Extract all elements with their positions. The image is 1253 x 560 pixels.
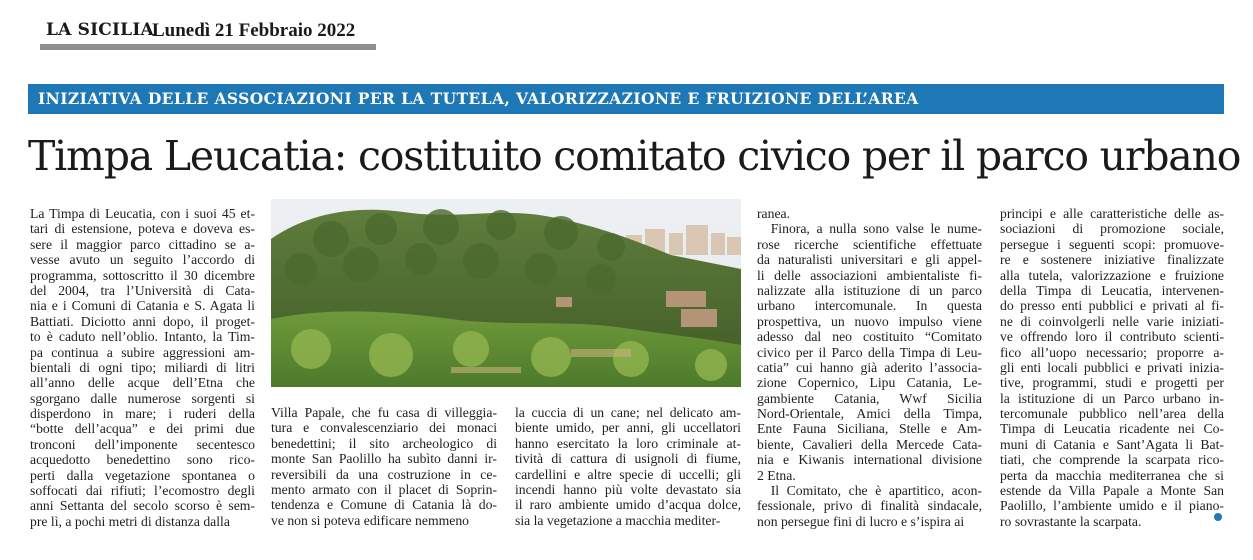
text-line: zione Copernico, Lipu Catania, Le-	[757, 375, 982, 391]
text-line: acquedotto benedettino sono rico-	[30, 452, 255, 468]
text-line: estende da Villa Papale a Monte San	[1000, 483, 1224, 499]
text-line: sia la vegetazione a macchia mediter-	[515, 512, 721, 528]
text-line: pre lì, a pochi metri di distanza dalla	[30, 513, 230, 529]
text-line: programma, sottoscritto il 30 dicembre	[30, 267, 255, 283]
masthead	[40, 18, 376, 48]
text-line: tronconi dell’imponente secentesco	[30, 436, 255, 452]
text-line: Battiati. Diciotto anni dopo, il proget-	[30, 313, 255, 329]
text-line: Finora, a nulla sono valse le nume-	[757, 221, 982, 237]
article-column-5	[1000, 206, 1224, 529]
text-line: soffocati dai rifiuti; l’ecomostro degli	[30, 483, 255, 499]
article-column-4	[757, 206, 982, 529]
text-line: nia e Kiwanis international divisione	[757, 452, 982, 468]
text-line: nalizzate alla istituzione di un parco	[757, 282, 982, 298]
text-line: biente, Cavalieri della Mercede Cata-	[757, 436, 982, 452]
text-line: cardellini e altre specie di uccelli; gli	[515, 466, 741, 482]
text-line: hanno esercitato la loro criminale at-	[515, 435, 741, 451]
text-line: reversibili da una costruzione in ce-	[271, 466, 497, 482]
article-headline: Timpa Leucatia: costituito comitato civico per il parco urbano	[28, 132, 1241, 180]
end-of-article-mark	[1214, 513, 1222, 521]
text-line: incendi hanno più volte devastato sia	[515, 481, 741, 497]
text-line: rose ricerche scientifiche effettuate	[757, 236, 982, 252]
text-line: tiati, che comprende la scarpata rico-	[1000, 452, 1224, 468]
text-line: biente umido, per anni, gli uccellatori	[515, 420, 741, 436]
text-line: civico per il Parco della Timpa di Leu-	[757, 344, 982, 360]
text-line: non persegue fini di lucro e s’ispira ai	[757, 513, 965, 529]
text-line: da naturalisti universitari e gli appel-	[757, 252, 982, 268]
text-line: tive, programmi, studi e progetti per	[1000, 375, 1224, 391]
text-line: vesse avuto un seguito l’accordo di	[30, 252, 255, 268]
text-line: nia e i Comuni di Catania e S. Agata li	[30, 298, 255, 314]
text-line: mento armato con il placet di Soprin-	[271, 481, 497, 497]
text-line: pa continua a subire aggressioni am-	[30, 344, 255, 360]
text-line: la istituzione di un Parco urbano in-	[1000, 390, 1224, 406]
text-line: anni Settanta del secolo scorso è sem-	[30, 498, 255, 514]
newspaper-name: LA SICILIA	[46, 20, 154, 40]
text-line: gli enti locali pubblici e privati inizia-	[1000, 359, 1224, 375]
text-line: persegue i seguenti scopi: promuove-	[1000, 236, 1224, 252]
text-line: La Timpa di Leucatia, con i suoi 45 et-	[30, 206, 255, 221]
text-line: Nord-Orientale, Amici della Timpa,	[757, 406, 982, 422]
article-column-3	[515, 405, 741, 528]
text-line: sociazioni di promozione sociale,	[1000, 221, 1224, 237]
text-line: tari di estensione, poteva e doveva es-	[30, 221, 255, 237]
text-line: il raro ambiente umido d’acqua dolce,	[515, 497, 741, 513]
text-line: adesso dal neo costituito “Comitato	[757, 329, 982, 345]
text-line: catia” cui hanno già aderito l’associa-	[757, 359, 982, 375]
text-line: re e sostenere iniziative finalizzate	[1000, 252, 1224, 268]
text-line: Ente Fauna Siciliana, Stelle e Am-	[757, 421, 982, 437]
text-line: all’anno delle acque dell’Etna che	[30, 375, 255, 391]
text-line: muni di Catania e Sant’Agata li Bat-	[1000, 436, 1224, 452]
text-line: ve offrendo loro il contributo scienti-	[1000, 329, 1224, 345]
text-line: “botte dell’acqua” e dei primi due	[30, 421, 255, 437]
text-line: benedettini; il sito archeologico di	[271, 435, 497, 451]
text-line: fico all’uopo necessario; proporre a-	[1000, 344, 1224, 360]
text-line: ne di coinvolgerli nelle varie iniziati-	[1000, 313, 1224, 329]
text-line: fessionale, privo di finalità sindacale,	[757, 498, 982, 514]
text-line: tura e convalescenziario dei monaci	[271, 420, 497, 436]
text-line: la cuccia di un cane; nel delicato am-	[515, 405, 741, 420]
text-line: tività di cattura di usignoli di fiume,	[515, 451, 741, 467]
kicker-banner: INIZIATIVA DELLE ASSOCIAZIONI PER LA TUTELA, VALORIZZAZIONE E FRUIZIONE DELL’AREA	[28, 84, 1224, 114]
text-line: 2 Etna.	[757, 467, 796, 483]
text-line: ro sovrastante la scarpata.	[1000, 513, 1142, 529]
text-line: principi e alle caratteristiche delle as-	[1000, 206, 1224, 221]
text-line: alla tutela, valorizzazione e fruizione	[1000, 267, 1224, 283]
text-line: do presso enti pubblici e privati al fi-	[1000, 298, 1224, 314]
text-line: della Timpa di Leucatia, intervenen-	[1000, 282, 1224, 298]
text-line: prospettiva, un nuovo impulso viene	[757, 313, 982, 329]
text-line: tendenza e Comune di Catania là do-	[271, 497, 497, 513]
masthead-rule	[40, 44, 376, 50]
text-line: to è caduto nell’oblio. Intanto, la Tim-	[30, 329, 255, 345]
text-line: li delle associazioni ambientaliste fi-	[757, 267, 982, 283]
landscape-photo	[271, 199, 741, 387]
text-line: disperdono in mare; i ruderi della	[30, 406, 255, 422]
text-line: perti dalla vegetazione spontanea o	[30, 467, 255, 483]
text-line: Paolillo, l’ambiente umido e il piano-	[1000, 498, 1224, 514]
text-line: perta da macchia mediterranea che si	[1000, 467, 1224, 483]
issue-date: Lunedì 21 Febbraio 2022	[152, 20, 356, 41]
text-line: urbano intercomunale. In questa	[757, 298, 982, 314]
text-line: ranea.	[757, 206, 791, 221]
text-line: sere il maggior parco cittadino se a-	[30, 236, 255, 252]
article-column-2	[271, 405, 497, 528]
article-column-1	[30, 206, 255, 529]
text-line: gambiente Catania, Wwf Sicilia	[757, 390, 982, 406]
text-line: bientali di ogni tipo; miliardi di litri	[30, 359, 255, 375]
text-line: Il Comitato, che è apartitico, acon-	[757, 483, 982, 499]
text-line: ve non si poteva edificare nemmeno	[271, 512, 470, 528]
text-line: sgorgano dalle numerose sorgenti si	[30, 390, 255, 406]
text-line: Timpa di Leucatia ricadente nei Co-	[1000, 421, 1224, 437]
text-line: Villa Papale, che fu casa di villeggia-	[271, 405, 497, 420]
text-line: monte San Paolillo ha subìto danni ir-	[271, 451, 497, 467]
text-line: del 2004, tra l’Università di Cata-	[30, 282, 255, 298]
text-line: tercomunale pubblico nell’area della	[1000, 406, 1224, 422]
